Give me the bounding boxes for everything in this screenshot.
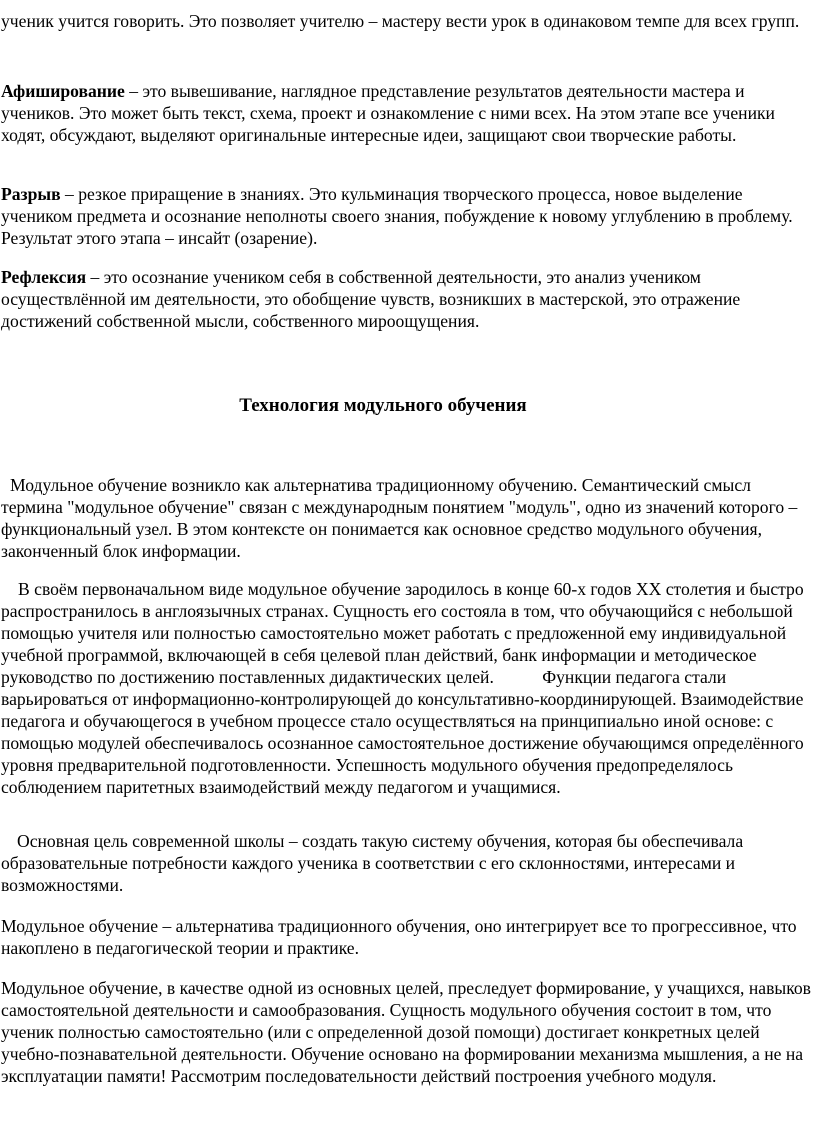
section-paragraph-5: Модульное обучение, в качестве одной из основных целей, преследует формирование, у учащихся, навыков самостоятельной деятельности и самообразования. Сущность модульного обучения состоит в том, что ученик полностью самостоятельно (или с определенной дозой помощи) достигает конкретных целей учебно-познавательной деятельности. Обучение основано на формировании механизма мышления, а не на эксплуатации памяти! Рассмотрим последовательности действий построения учебного модуля. bbox=[1, 978, 811, 1086]
section-title: Технология модульного обучения bbox=[239, 395, 527, 416]
stage-term-break: Разрыв bbox=[1, 184, 61, 204]
stage-text-affichage: – это вывешивание, наглядное представление результатов деятельности мастера и учеников. Это может быть текст, схема, проект и ознакомление с ними всех. На этом этапе все ученики ходят, обсуждают, выделяют оригинальные интересные идеи, защищают свои творческие работы. bbox=[1, 81, 775, 145]
stage-paragraph-reflection bbox=[1, 266, 815, 332]
intro-paragraph: ученик учится говорить. Это позволяет учителю – мастеру вести урок в одинаковом темпе для всех групп. bbox=[1, 11, 800, 31]
section-paragraph-3: Основная цель современной школы – создать такую систему обучения, которая бы обеспечивала образовательные потребности каждого ученика в соответствии с его склонностями, интересами и возможностями. bbox=[1, 831, 744, 895]
stage-term-affichage: Афиширование bbox=[1, 81, 125, 101]
section-paragraph-4: Модульное обучение – альтернатива традиционного обучения, оно интегрирует все то прогрессивное, что накоплено в педагогической теории и практике. bbox=[1, 916, 797, 958]
stage-paragraph-break bbox=[1, 183, 815, 249]
stage-text-break: – резкое приращение в знаниях. Это кульминация творческого процесса, новое выделение учеником предмета и осознание неполноты своего знания, побуждение к новому углублению в проблему. Результат этого этапа – инсайт (озарение). bbox=[1, 184, 793, 248]
stage-term-reflection: Рефлексия bbox=[1, 267, 87, 287]
section-paragraph-1: Модульное обучение возникло как альтернатива традиционному обучению. Семантический смысл термина "модульное обучение" связан с международным понятием "модуль", одно из значений которого – функциональный узел. В этом контексте он понимается как основное средство модульного обучения, законченный блок информации. bbox=[1, 475, 798, 561]
stage-paragraph-affichage bbox=[1, 80, 815, 146]
section-paragraph-2: В своём первоначальном виде модульное обучение зародилось в конце 60-х годов XX столетия и быстро распространилось в англоязычных странах. Сущность его состояла в том, что обучающийся с небольшой помощью учителя или полностью самостоятельно может работать с предложенной ему индивидуальной учебной программой, включающей в себя целевой план действий, банк информации и методическое руководство по достижению поставленных дидактических целей. Функции педагога стали варьироваться от информационно-контролирующей до консультативно-координирующей. Взаимодействие педагога и обучающегося в учебном процессе стало осуществляться на принципиально иной основе: с помощью модулей обеспечивалось осознанное самостоятельное достижение обучающимся определённого уровня предварительной подготовленности. Успешность модульного обучения предопределялось соблюдением паритетных взаимодействий между педагогом и учащимися. bbox=[1, 579, 809, 797]
stage-text-reflection: – это осознание учеником себя в собственной деятельности, это анализ учеником осуществлённой им деятельности, это обобщение чувств, возникших в мастерской, это отражение достижений собственной мысли, собственного мироощущения. bbox=[1, 267, 741, 331]
